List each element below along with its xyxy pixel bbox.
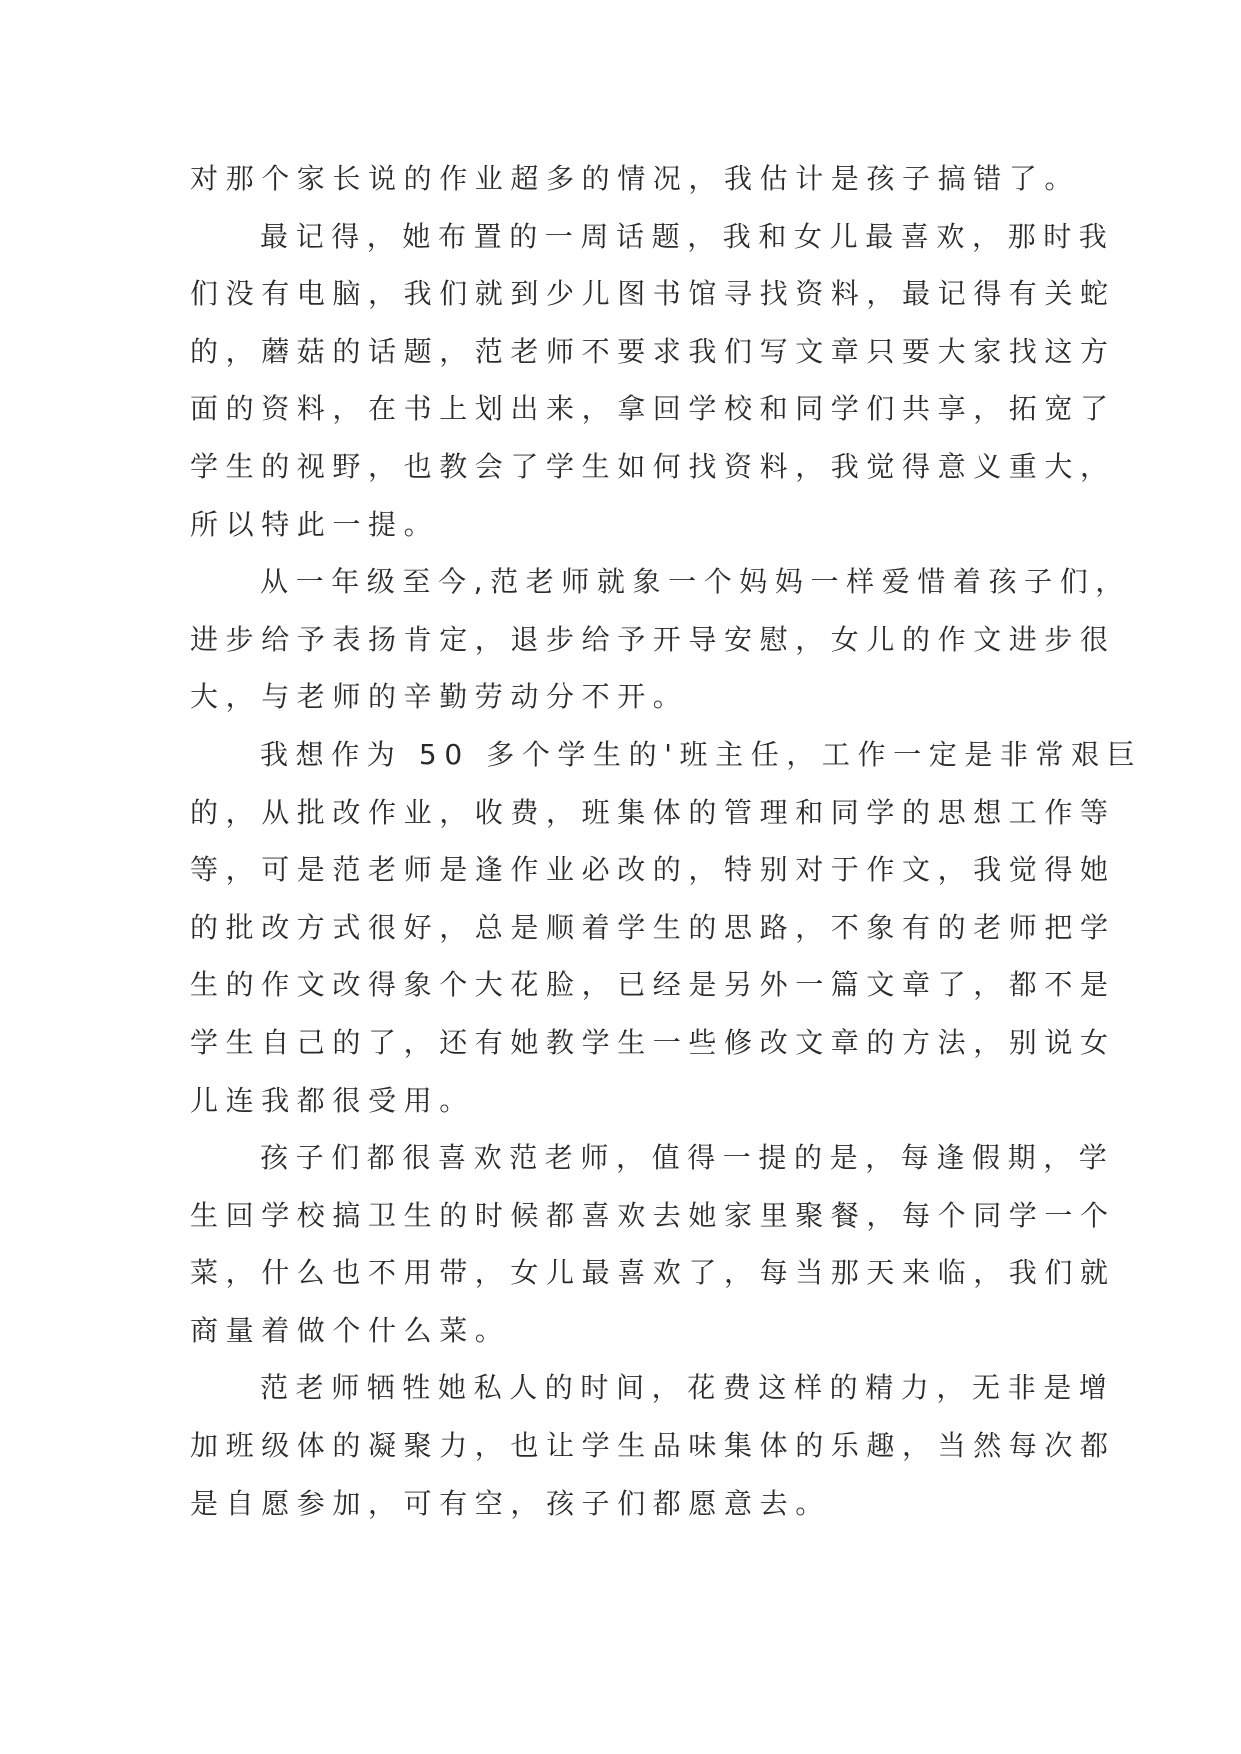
text-line: 是自愿参加，可有空，孩子们都愿意去。 [190,1486,831,1520]
text-line: 儿连我都很受用。 [190,1083,475,1117]
text-line: 所以特此一提。 [190,507,440,541]
text-line: 商量着做个什么菜。 [190,1313,511,1347]
text-line: 进步给予表扬肯定，退步给予开导安慰，女儿的作文进步很 [190,622,1116,656]
text-line: 学生的视野，也教会了学生如何找资料，我觉得意义重大， [190,449,1116,483]
text-line: 菜，什么也不用带，女儿最喜欢了，每当那天来临，我们就 [190,1256,1116,1290]
text-line: 等，可是范老师是逢作业必改的，特别对于作文，我觉得她 [190,853,1116,887]
text-line: 加班级体的凝聚力，也让学生品味集体的乐趣，当然每次都 [190,1429,1116,1463]
paragraph-first-line: 最记得，她布置的一周话题，我和女儿最喜欢，那时我 [260,219,1115,253]
text-line: 的批改方式很好，总是顺着学生的思路，不象有的老师把学 [190,910,1116,944]
text-line: 对那个家长说的作业超多的情况，我估计是孩子搞错了。 [190,162,1081,195]
paragraph-first-line: 范老师牺牲她私人的时间，花费这样的精力，无非是增 [260,1371,1115,1405]
text-line: 的，蘑菇的话题，范老师不要求我们写文章只要大家找这方 [190,334,1116,368]
text-line: 面的资料，在书上划出来，拿回学校和同学们共享，拓宽了 [190,392,1116,426]
text-line: 大，与老师的辛勤劳动分不开。 [190,680,689,714]
document-body [190,150,1143,1532]
paragraph-first-line: 从一年级至今,范老师就象一个妈妈一样爱惜着孩子们， [260,565,1131,599]
text-line: 生回学校搞卫生的时候都喜欢去她家里聚餐，每个同学一个 [190,1198,1116,1232]
text-line: 们没有电脑，我们就到少儿图书馆寻找资料，最记得有关蛇 [190,277,1116,311]
paragraph-first-line: 孩子们都很喜欢范老师，值得一提的是，每逢假期，学 [260,1141,1115,1175]
text-line: 生的作文改得象个大花脸，已经是另外一篇文章了，都不是 [190,968,1116,1002]
text-line: 学生自己的了，还有她教学生一些修改文章的方法，别说女 [190,1025,1116,1059]
text-line: 的，从批改作业，收费，班集体的管理和同学的思想工作等 [190,795,1116,829]
paragraph-first-line: 我想作为 50 多个学生的'班主任，工作一定是非常艰巨 [260,737,1143,771]
